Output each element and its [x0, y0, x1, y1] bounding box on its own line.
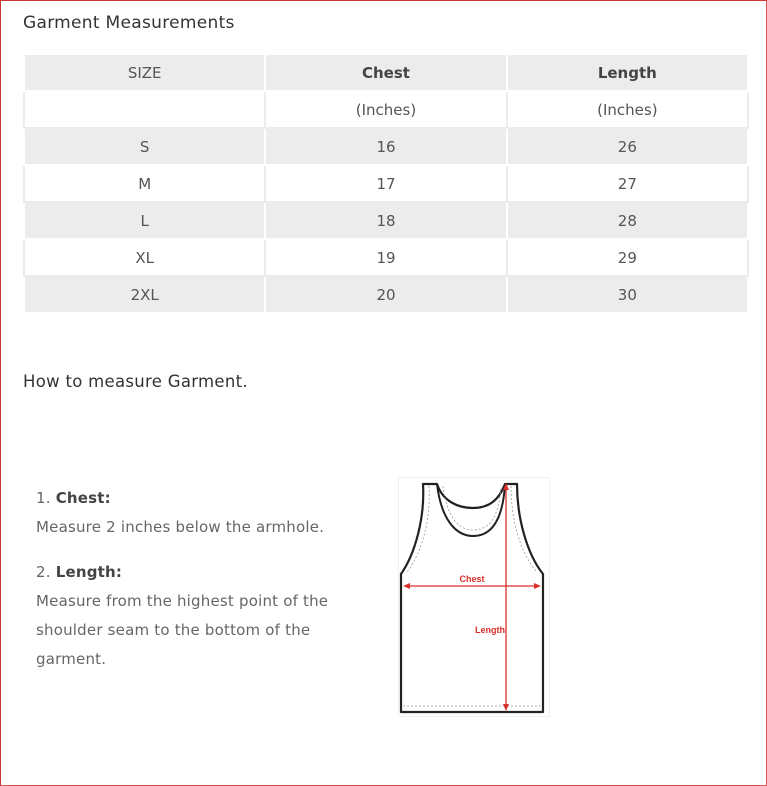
unit-cell — [24, 91, 265, 128]
chest-cell: 20 — [265, 276, 506, 313]
step-label: Chest: — [55, 489, 111, 507]
tank-top-illustration — [399, 478, 551, 718]
length-label: Length — [475, 625, 505, 635]
size-cell: L — [24, 202, 265, 239]
length-cell: 28 — [507, 202, 748, 239]
table-row — [24, 128, 748, 165]
table-row — [24, 239, 748, 276]
unit-cell-length: (Inches) — [507, 91, 748, 128]
tank-top-diagram — [398, 477, 550, 717]
step-number: 2. — [36, 563, 56, 581]
size-cell: S — [24, 128, 265, 165]
size-table — [23, 53, 749, 314]
chest-cell: 16 — [265, 128, 506, 165]
column-header-size: SIZE — [24, 54, 265, 91]
size-cell: XL — [24, 239, 265, 276]
table-row — [24, 165, 748, 202]
length-cell: 29 — [507, 239, 748, 276]
chest-cell: 18 — [265, 202, 506, 239]
size-cell: 2XL — [24, 276, 265, 313]
chest-label: Chest — [459, 574, 485, 584]
table-row — [24, 276, 748, 313]
section-subtitle: How to measure Garment. — [23, 372, 248, 391]
length-cell: 30 — [507, 276, 748, 313]
table-row — [24, 202, 748, 239]
page-title: Garment Measurements — [23, 13, 235, 33]
length-cell: 27 — [507, 165, 748, 202]
step-text: Measure 2 inches below the armhole. — [36, 518, 325, 536]
length-cell: 26 — [507, 128, 748, 165]
chest-cell: 17 — [265, 165, 506, 202]
size-cell: M — [24, 165, 265, 202]
instruction-chest — [36, 484, 381, 542]
chest-cell: 19 — [265, 239, 506, 276]
unit-cell-chest: (Inches) — [265, 91, 506, 128]
instruction-length — [36, 558, 381, 674]
column-header-chest: Chest — [265, 54, 506, 91]
step-number: 1. — [36, 489, 56, 507]
step-text: Measure from the highest point of the shoulder seam to the bottom of the garment. — [36, 592, 329, 668]
step-label: Length: — [55, 563, 123, 581]
column-header-length: Length — [507, 54, 748, 91]
